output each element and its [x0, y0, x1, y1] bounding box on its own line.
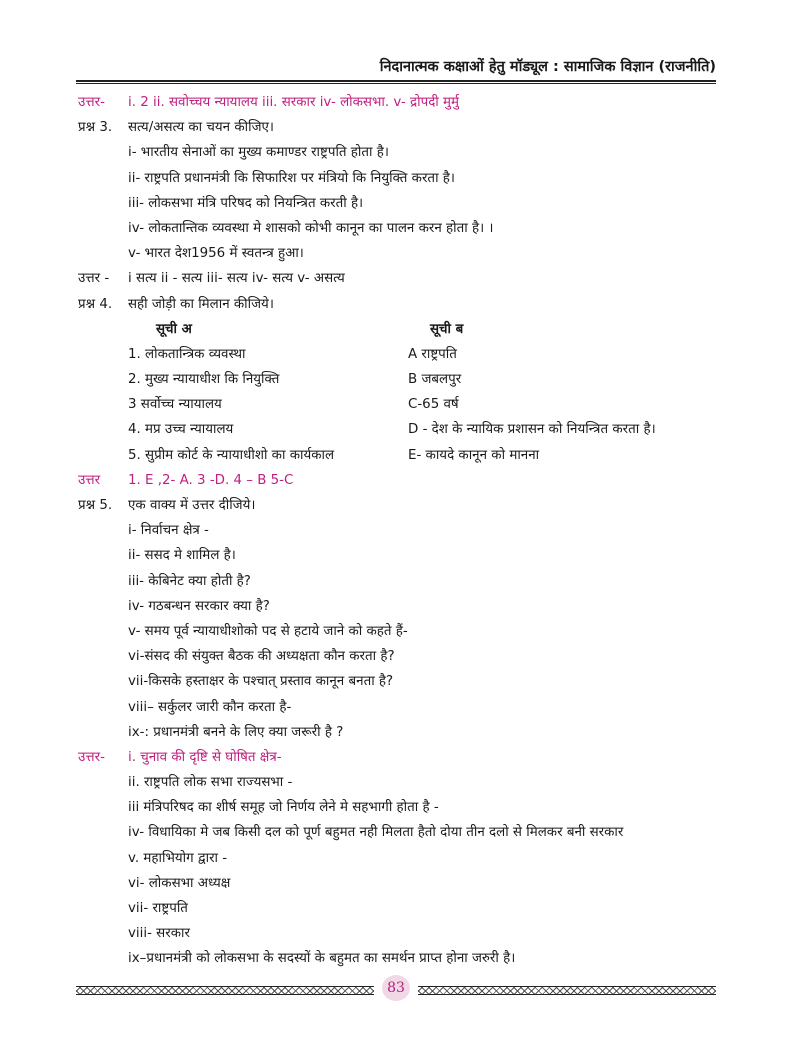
- page-footer: [76, 980, 716, 997]
- line-text: vi- लोकसभा अध्यक्ष: [128, 875, 231, 891]
- text-line: [78, 216, 718, 241]
- line-text: ii- ससद मे शामिल है।: [128, 548, 236, 564]
- line-label: उत्तर -: [78, 271, 110, 287]
- page-content: [78, 90, 718, 972]
- line-text: i. चुनाव की दृष्टि से घोषित क्षेत्र-: [128, 749, 282, 765]
- text-line: [78, 820, 718, 845]
- line-label: प्रश्न 4.: [78, 296, 113, 312]
- text-line: [78, 115, 718, 140]
- line-text: v- भारत देश1956 में स्वतन्त्र हुआ।: [128, 246, 304, 262]
- line-text: एक वाक्य में उत्तर दीजिये।: [128, 498, 256, 513]
- line-text: ix-: प्रधानमंत्री बनने के लिए क्या जरूरी है ?: [128, 724, 344, 740]
- line-text: i- भारतीय सेनाओं का मुख्य कमाण्डर राष्ट्रपति होता है।: [128, 145, 389, 161]
- text-line: [78, 140, 718, 165]
- text-line: [78, 241, 718, 266]
- list-b-item: D - देश के न्यायिक प्रशासन को नियन्त्रित करता है।: [408, 422, 656, 438]
- line-label: उत्तर: [78, 472, 101, 488]
- footer-ornament-left: [76, 986, 374, 995]
- text-line: [78, 669, 718, 694]
- line-text: iii मंत्रिपरिषद का शीर्ष समूह जो निर्णय लेने मे सहभागी होता है -: [128, 800, 439, 816]
- line-text: 1. E ,2- A. 3 -D. 4 – B 5-C: [128, 472, 294, 488]
- matching-row: [78, 367, 718, 392]
- text-line: [78, 569, 718, 594]
- list-a-item: 4. मप्र उच्च न्यायालय: [128, 422, 234, 438]
- text-line: [78, 266, 718, 291]
- footer-ornament-right: [418, 986, 716, 995]
- text-line: [78, 770, 718, 795]
- line-text: vi-संसद की संयुक्त बैठक की अध्यक्षता कौन करता है?: [128, 649, 395, 665]
- line-text: iii- लोकसभा मंत्रि परिषद को नियन्त्रित करती है।: [128, 195, 364, 211]
- header-rule-thin: [76, 83, 716, 84]
- list-a-item: 1. लोकतान्त्रिक व्यवस्था: [128, 346, 246, 362]
- line-text: सत्य/असत्य का चयन कीजिए।: [128, 120, 275, 136]
- line-text: v. महाभियोग द्वारा -: [128, 850, 228, 866]
- line-text: iii- केबिनेट क्या होती है?: [128, 573, 251, 589]
- line-text: ix–प्रधानमंत्री को लोकसभा के सदस्यों के बहुमत का समर्थन प्राप्त होना जरुरी है।: [128, 951, 516, 967]
- text-line: [78, 292, 718, 317]
- line-text: ii- राष्ट्रपति प्रधानमंत्री कि सिफारिश पर मंत्रियो कि नियुक्ति करता है।: [128, 170, 455, 186]
- list-b-item: E- कायदे कानून को मानना: [408, 447, 540, 463]
- text-line: [78, 896, 718, 921]
- line-text: viii– सर्कुलर जारी कौन करता है-: [128, 699, 292, 715]
- text-line: [78, 90, 718, 115]
- text-line: [78, 846, 718, 871]
- list-a-heading: सूची अ: [156, 321, 192, 337]
- list-a-item: 5. सुप्रीम कोर्ट के न्यायाधीशो का कार्यकाल: [128, 447, 335, 463]
- text-line: [78, 166, 718, 191]
- line-text: viii- सरकार: [128, 926, 190, 942]
- matching-row: [78, 417, 718, 442]
- text-line: [78, 921, 718, 946]
- text-line: [78, 745, 718, 770]
- line-text: ii. राष्ट्रपति लोक सभा राज्यसभा -: [128, 775, 293, 791]
- line-text: iv- लोकतान्तिक व्यवस्था मे शासको कोभी कानून का पालन करन होता है। ।: [128, 220, 494, 236]
- list-b-heading: सूची ब: [430, 321, 464, 337]
- line-text: vii-किसके हस्ताक्षर के पश्चात् प्रस्ताव कानून बनता है?: [128, 674, 394, 690]
- text-line: [78, 946, 718, 971]
- text-line: [78, 594, 718, 619]
- matching-row: [78, 342, 718, 367]
- text-line: [78, 468, 718, 493]
- text-line: [78, 871, 718, 896]
- line-text: vii- राष्ट्रपति: [128, 901, 188, 916]
- list-b-item: C-65 वर्ष: [408, 397, 459, 413]
- line-text: i सत्य ii - सत्य iii- सत्य iv- सत्य v- असत्य: [128, 271, 345, 287]
- line-label: उत्तर-: [78, 749, 105, 765]
- matching-row: [78, 392, 718, 417]
- text-line: [78, 795, 718, 820]
- text-line: [78, 493, 718, 518]
- header-rule: [76, 80, 716, 82]
- page-header: निदानात्मक कक्षाओं हेतु मॉड्यूल : सामाजिक विज्ञान (राजनीति): [379, 59, 716, 75]
- text-line: [78, 518, 718, 543]
- line-text: i. 2 ii. सवोच्चय न्यायालय iii. सरकार iv- लोकसभा. v- द्रोपदी मुर्मु: [128, 95, 460, 110]
- line-label: प्रश्न 5.: [78, 498, 113, 513]
- matching-headings: [78, 317, 718, 342]
- text-line: [78, 644, 718, 669]
- line-text: i- निर्वाचन क्षेत्र -: [128, 523, 209, 539]
- line-text: iv- गठबन्धन सरकार क्या है?: [128, 598, 270, 614]
- text-line: [78, 543, 718, 568]
- text-line: [78, 191, 718, 216]
- line-text: v- समय पूर्व न्यायाधीशोको पद से हटाये जाने को कहते हैं-: [128, 623, 408, 639]
- line-text: सही जोड़ी का मिलान कीजिये।: [128, 296, 274, 312]
- list-a-item: 3 सर्वोच्च न्यायालय: [128, 397, 222, 413]
- list-a-item: 2. मुख्य न्यायाधीश कि नियुक्ति: [128, 372, 280, 388]
- text-line: [78, 695, 718, 720]
- text-line: [78, 619, 718, 644]
- list-b-item: A राष्ट्रपति: [408, 346, 457, 362]
- list-b-item: B जबलपुर: [408, 372, 462, 388]
- page-number: 83: [382, 975, 410, 1001]
- line-label: उत्तर-: [78, 95, 105, 110]
- line-text: iv- विधायिका मे जब किसी दल को पूर्ण बहुमत नही मिलता हैतो दोया तीन दलो से मिलकर बनी सरकार: [128, 825, 624, 841]
- matching-row: [78, 443, 718, 468]
- line-label: प्रश्न 3.: [78, 120, 113, 136]
- text-line: [78, 720, 718, 745]
